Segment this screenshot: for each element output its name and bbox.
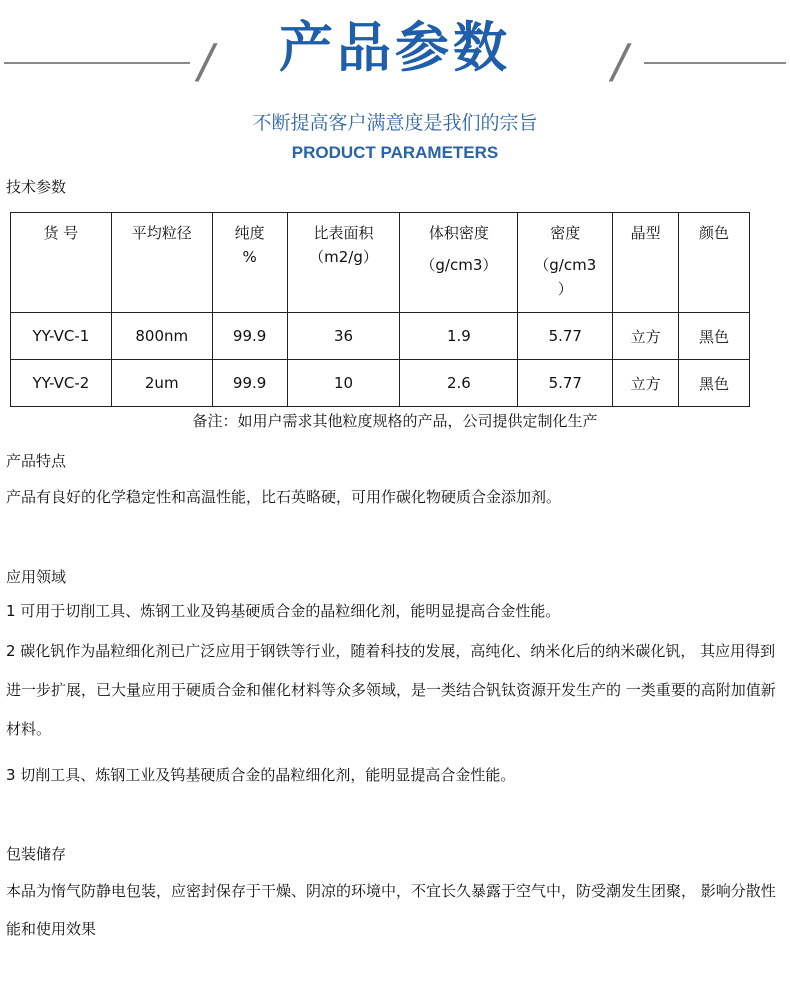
table-cell: 99.9 (212, 360, 287, 407)
column-header: 比表面积 （m2/g） (287, 213, 400, 313)
table-cell: 800nm (111, 313, 212, 360)
column-header: 晶型 (613, 213, 679, 313)
tech-params-label: 技术参数 (6, 178, 67, 196)
table-cell: 黑色 (679, 360, 750, 407)
table-cell: 5.77 (518, 313, 613, 360)
spec-table (10, 212, 750, 407)
table-cell: 36 (287, 313, 400, 360)
column-header: 密度 （g/cm3 ） (518, 213, 613, 313)
table-cell: 99.9 (212, 313, 287, 360)
table-cell: YY-VC-2 (11, 360, 112, 407)
table-cell: 立方 (613, 360, 679, 407)
table-note: 备注：如用户需求其他粒度规格的产品，公司提供定制化生产 (192, 412, 598, 430)
page-subtitle-en: PRODUCT PARAMETERS (291, 143, 499, 162)
applications-label: 应用领域 (6, 568, 67, 586)
table-row (11, 313, 750, 360)
table-cell: 1.9 (400, 313, 518, 360)
column-header: 颜色 (679, 213, 750, 313)
page-subtitle: 不断提高客户满意度是我们的宗旨 (252, 112, 538, 134)
table-cell: 10 (287, 360, 400, 407)
header-left-slash: / (198, 34, 214, 88)
storage-text: 本品为惰气防静电包装，应密封保存于干燥、阴凉的环境中，不宜长久暴露于空气中，防受潮发生团聚， 影响分散性能和使用效果 (6, 882, 776, 938)
features-label: 产品特点 (6, 452, 67, 470)
features-text: 产品有良好的化学稳定性和高温性能，比石英略硬，可用作碳化物硬质合金添加剂。 (6, 488, 562, 506)
header-right-slash: / (612, 34, 628, 88)
application-item-3: 3 切削工具、炼钢工业及钨基硬质合金的晶粒细化剂，能明显提高合金性能。 (6, 766, 516, 784)
table-row (11, 360, 750, 407)
column-header: 货 号 (11, 213, 112, 313)
table-cell: 5.77 (518, 360, 613, 407)
table-header-row (11, 213, 750, 313)
table-cell: YY-VC-1 (11, 313, 112, 360)
table-cell: 2um (111, 360, 212, 407)
application-item-2: 2 碳化钒作为晶粒细化剂已广泛应用于钢铁等行业，随着科技的发展，高纯化、纳米化后的纳米碳化钒， 其应用得到进一步扩展，已大量应用于硬质合金和催化材料等众多领域，是一类结合钒钛资源开发生产的 一类重要的高附加值新材料。 (6, 642, 776, 738)
storage-label: 包装储存 (6, 845, 67, 863)
table-cell: 立方 (613, 313, 679, 360)
column-header: 纯度 % (212, 213, 287, 313)
table-cell: 2.6 (400, 360, 518, 407)
application-item-1: 1 可用于切削工具、炼钢工业及钨基硬质合金的晶粒细化剂，能明显提高合金性能。 (6, 602, 561, 620)
header-right-rule (644, 62, 786, 64)
page-title: 产品参数 (279, 16, 511, 79)
column-header: 体积密度 （g/cm3） (400, 213, 518, 313)
table-cell: 黑色 (679, 313, 750, 360)
column-header: 平均粒径 (111, 213, 212, 313)
